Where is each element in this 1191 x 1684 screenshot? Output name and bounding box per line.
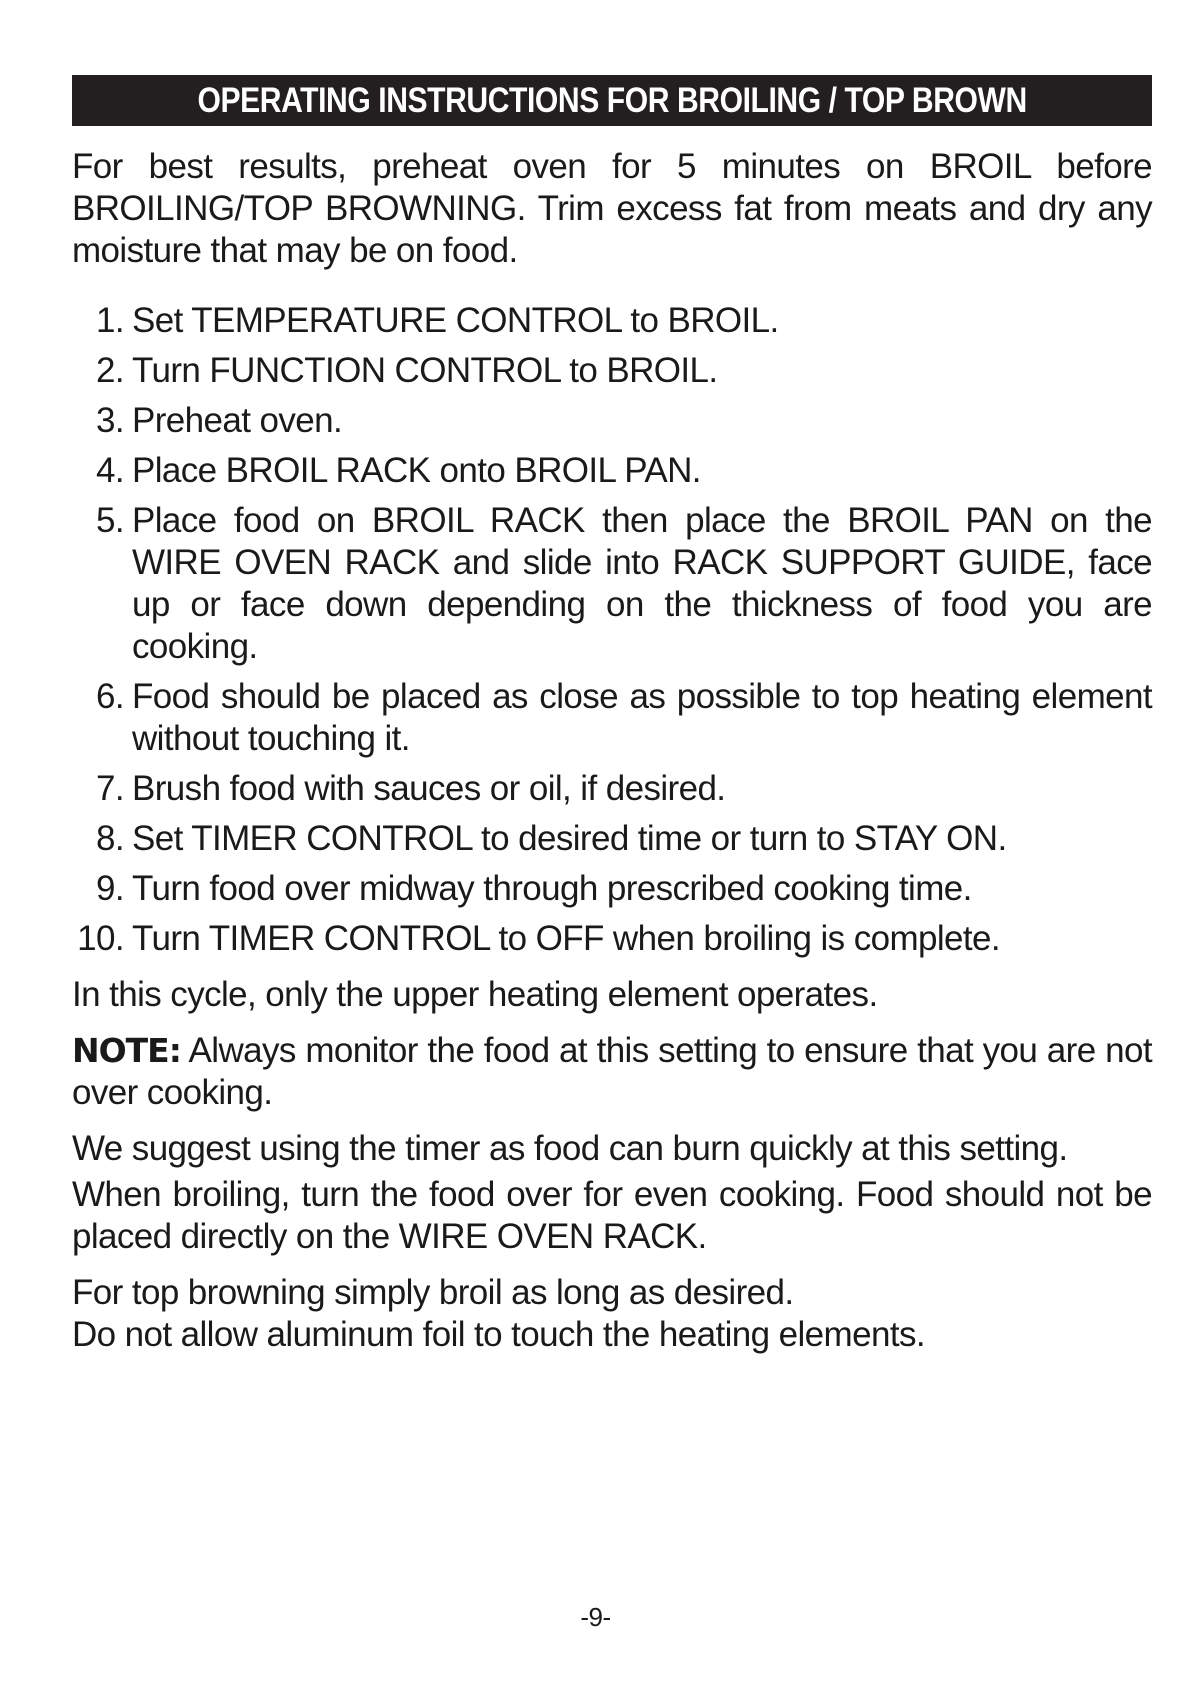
step-text: Turn FUNCTION CONTROL to BROIL.	[132, 351, 718, 390]
step-item	[72, 450, 1152, 492]
step-item	[72, 500, 1152, 668]
broiling-tip: When broiling, turn the food over for even cooking. Food should not be placed directly on the WIRE OVEN RACK.	[72, 1175, 1152, 1256]
step-number: 1.	[96, 301, 124, 340]
step-item	[72, 818, 1152, 860]
steps-list	[72, 300, 1152, 960]
step-item	[72, 768, 1152, 810]
step-number: 7.	[96, 769, 124, 808]
step-text: Preheat oven.	[132, 401, 343, 440]
step-number: 4.	[96, 451, 124, 490]
step-number: 8.	[96, 819, 124, 858]
step-text: Turn TIMER CONTROL to OFF when broiling is complete.	[132, 919, 1001, 958]
step-text: Place BROIL RACK onto BROIL PAN.	[132, 451, 701, 490]
foil-warning: Do not allow aluminum foil to touch the heating elements.	[72, 1315, 925, 1354]
cycle-note: In this cycle, only the upper heating element operates.	[72, 975, 878, 1014]
step-number: 5.	[96, 501, 124, 540]
page-number: -9-	[580, 1602, 611, 1632]
step-number: 2.	[96, 351, 124, 390]
manual-page	[72, 75, 1152, 1356]
note-paragraph	[72, 1030, 1152, 1114]
note-label: NOTE:	[72, 1031, 181, 1070]
intro-paragraph: For best results, preheat oven for 5 minutes on BROIL before BROILING/TOP BROWNING. Trim excess fat from meats and dry any moisture that may be on food.	[72, 147, 1152, 270]
step-text: Set TIMER CONTROL to desired time or turn to STAY ON.	[132, 819, 1007, 858]
section-heading: OPERATING INSTRUCTIONS FOR BROILING / TOP BROWN	[197, 80, 1027, 120]
step-text: Turn food over midway through prescribed cooking time.	[132, 869, 972, 908]
step-number: 9.	[96, 869, 124, 908]
note-text: Always monitor the food at this setting to ensure that you are not over cooking.	[72, 1031, 1152, 1112]
step-number: 10.	[77, 919, 124, 958]
step-item	[72, 400, 1152, 442]
step-item	[72, 350, 1152, 392]
step-text: Set TEMPERATURE CONTROL to BROIL.	[132, 301, 779, 340]
timer-suggestion: We suggest using the timer as food can burn quickly at this setting.	[72, 1129, 1068, 1168]
step-text: Place food on BROIL RACK then place the BROIL PAN on the WIRE OVEN RACK and slide into RACK SUPPORT GUIDE, face up or face down depending on the thickness of food you are cooking.	[132, 501, 1152, 666]
step-text: Food should be placed as close as possible to top heating element without touching it.	[132, 677, 1152, 758]
step-text: Brush food with sauces or oil, if desired.	[132, 769, 726, 808]
step-item	[72, 918, 1152, 960]
step-item	[72, 300, 1152, 342]
step-number: 6.	[96, 677, 124, 716]
top-browning-tip: For top browning simply broil as long as desired.	[72, 1273, 794, 1312]
section-heading-bar	[72, 75, 1152, 126]
step-number: 3.	[96, 401, 124, 440]
step-item	[72, 676, 1152, 760]
step-item	[72, 868, 1152, 910]
